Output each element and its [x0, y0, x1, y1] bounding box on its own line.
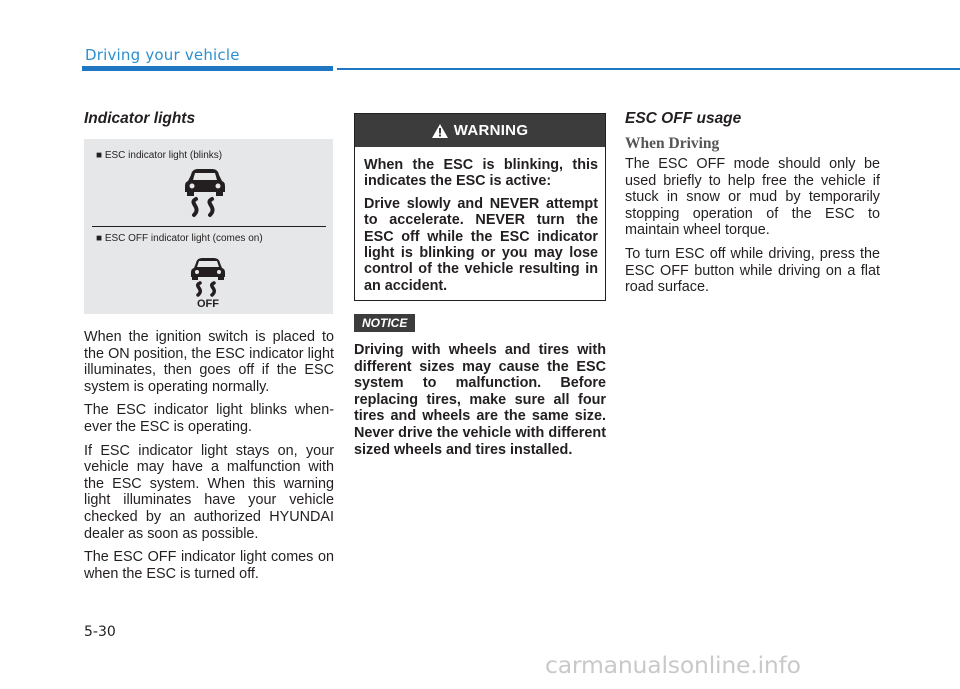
figure-divider: [92, 226, 326, 227]
warning-header: [355, 114, 605, 147]
paragraph: The ESC indicator light blinks when-ever the ESC is operating.: [84, 402, 334, 435]
paragraph: To turn ESC off while driving, press the ESC OFF button while driving on a flat road surface.: [625, 245, 880, 296]
esc-off-icon: [188, 256, 230, 308]
column-indicator-lights: [84, 110, 334, 589]
subheading-when-driving: When Driving: [625, 135, 720, 152]
warning-paragraph: Drive slowly and NEVER attempt to accelerate. NEVER turn the ESC off while the ESC indicator light is blinking or you may lose control of the vehicle resulting in an accident.: [364, 195, 598, 294]
warning-triangle-icon: [432, 124, 448, 138]
esc-off-icon-label: OFF: [197, 298, 219, 308]
esc-skid-car-icon: [182, 167, 232, 219]
notice-label: NOTICE: [354, 314, 415, 332]
heading-esc-off-usage: ESC OFF usage: [625, 110, 742, 127]
paragraph: The ESC OFF mode should only be used briefly to help free the vehicle if stuck in snow or mud by temporarily stopping operation of the ESC to maintain wheel torque.: [625, 156, 880, 239]
warning-paragraph: When the ESC is blinking, this indicates the ESC is active:: [364, 157, 598, 190]
paragraph: When the ignition switch is placed to the ON position, the ESC indicator light illuminates, then goes off if the ESC system is operating normally.: [84, 329, 334, 395]
notice-text: Driving with wheels and tires with different sizes may cause the ESC system to malfunction. Before replacing tires, make sure all four tires and wheels are the same size. Never drive the vehicle with different sized wheels and tires installed.: [354, 342, 606, 458]
section-title: Driving your vehicle: [85, 46, 240, 64]
indicator-figure: [84, 139, 333, 314]
warning-title: WARNING: [453, 122, 529, 139]
column-warning-notice: [354, 113, 606, 465]
paragraph: If ESC indicator light stays on, your vehicle may have a malfunction with the ESC system. When this warning light illuminates have your vehicle checked by an authorized HYUNDAI dealer as soon as possible.: [84, 442, 334, 542]
watermark: carmanualsonline.info: [545, 651, 801, 679]
warning-box: [354, 113, 606, 301]
heading-indicator-lights: Indicator lights: [84, 110, 196, 127]
column-esc-off-usage: [625, 110, 880, 303]
header-rule-thin: [337, 68, 960, 70]
header-rule-thick: [82, 66, 333, 71]
warning-body: [355, 147, 605, 294]
paragraph: The ESC OFF indicator light comes on when the ESC is turned off.: [84, 549, 334, 582]
page-number: 5-30: [84, 624, 116, 640]
figure-caption-comes-on: ■ ESC OFF indicator light (comes on): [96, 233, 263, 244]
figure-caption-blinks: ■ ESC indicator light (blinks): [96, 150, 223, 161]
